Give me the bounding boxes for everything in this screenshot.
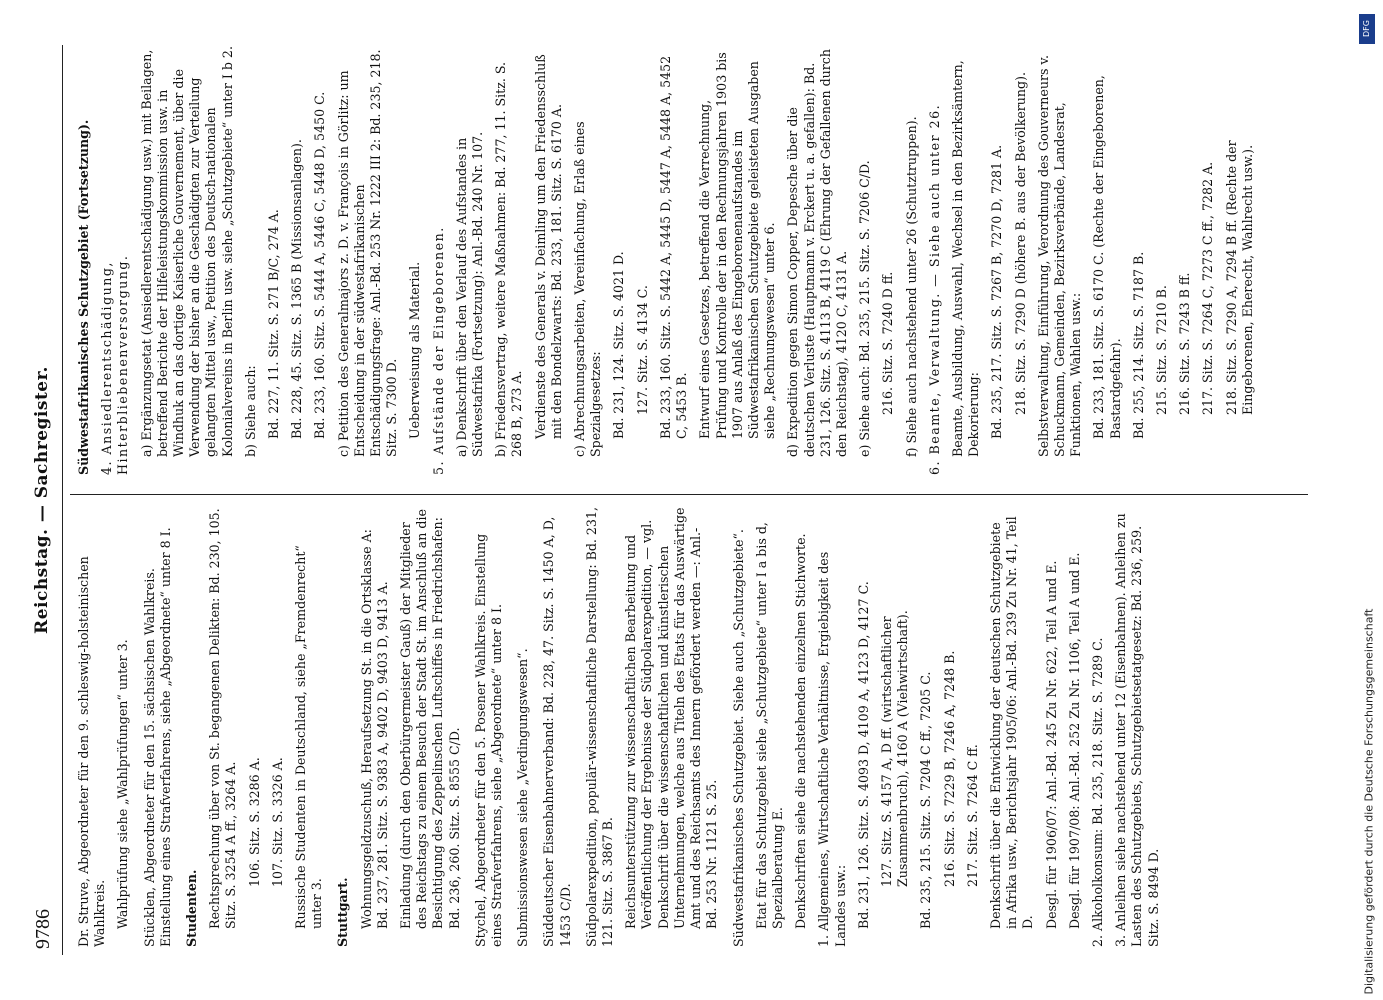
entry-stuttgart: Stuttgart. [335,877,351,947]
entry-sw-denkschrift: Denkschrift über die Entwicklung der deutschen Schutzgebiete in Afrika usw., Berichtsjahr 1905/06: Anl.-Bd. 239 Zu Nr. 41, Teil D. [987,516,1036,929]
entry-sw-4-b1: Bd. 227, 11. Sitz. S. 271 B/C, 274 A. [266,209,282,439]
page-header [22,45,63,955]
entry-sw-desgl-2: Desgl. für 1907/08: Anl.-Bd. 252 Zu Nr. 1106, Teil A und E. [1066,552,1082,929]
entry-stuttgart-sub2: Einladung (durch den Oberbürgermeister Gauß) der Mitglieder des Reichstags zu einem Besuch der Stadt St. im Anschluß an die Besichtigung des Zeppelinschen Luftschiffes in Friedrichshafen: Bd. 236, 260. Sitz. S. 8555 C/D. [398,509,462,929]
entry-sw-5-b: b) Friedensvertrag, weitere Maßnahmen: Bd. 277, 11. Sitz. S. 268 B, 273 A. [493,61,525,457]
entry-sw-4-c-note: Ueberweisung als Material. [407,261,423,439]
entry-sw-4-b: b) Siehe auch: [242,365,258,457]
dfg-logo: DFG [1359,14,1375,44]
entry-studenten-sub3: 107. Sitz. S. 3326 A. [269,757,285,887]
entry-sw-5-c2: 127. Sitz. S. 4134 C. [634,285,650,415]
entry-stuttgart-sub1: Wohnungsgeldzuschuß, Heraufsetzung St. in die Ortsklasse A: Bd. 237, 281. Sitz. S. 9383 A, 9402 D, 9403 D, 9413 A. [358,529,390,929]
entry-sw-6-b1: Bd. 235, 217. Sitz. S. 7267 B, 7270 D, 7281 A. [989,144,1005,439]
entry-sw-5-a: a) Denkschrift über den Verlauf des Aufstandes in Südwestafrika (Fortsetzung): Anl.-Bd. 240 Nr. 107. [453,131,486,457]
entry-sw-6: 6. Beamte, Verwaltung. — Siehe auch unter 26. [926,103,942,475]
entry-studenten-sub1: Rechtsprechung über von St. begangenen Delikten: Bd. 230, 105. Sitz. S. 3254 A ff., 3264 A. [207,508,239,929]
entry-sw-5-e2: 216. Sitz. S. 7240 D ff. [880,271,896,415]
entry-sw-desgl-1: Desgl. für 1906/07: Anl.-Bd. 245 Zu Nr. 622, Teil A und E. [1043,560,1059,929]
entry-sw-4-a: a) Ergänzungsetat (Ansiedlerentschädigung usw.) mit Beilagen, betreffend Berichte der Hilfeleistungskommission usw. in Windhuk an das dortige Kaiserliche Gouvernement, über die Verwendung der bisher an die Geschädigten zur Verteilung gelangten Mittel usw., Petition des Deutsch-nationalen Kolonialvereins in Berlin usw. siehe „Schutzgebiete“ unter I b 2. [138,46,235,457]
entry-sw-1-b: 127. Sitz. S. 4157 A, D ff. (wirtschaftlicher Zusammenbruch), 4160 A (Viehwirtschaft). [878,610,911,887]
entry-sw-5-f: f) Siehe auch nachstehend unter 26 (Schutztruppen). [903,116,919,457]
entry-sw-4: 4. Ansiedlerentschädigung, Hinterbliebenenversorgung. [99,254,131,475]
register-page [4,5,1324,995]
entry-struve-sub: Wahlprüfung siehe „Wahlprüfungen“ unter 3. [115,639,131,929]
entry-suedpolar-sub: Reichsunterstützung zur wissenschaftlichen Bearbeitung und Veröffentlichung der Ergebnisse der Südpolarexpedition, — vgl. Denkschrift über die wissenschaftlichen und künstlerischen Unternehmungen, welche aus Titeln des Etats für das Auswärtige Amt und des Reichsamts des Innern gefördert werden —: Anl.-Bd. 253 Nr. 1121 S. 25. [623,507,720,929]
dfg-credit-text: Digitalisierung gefördert durch die Deutsche Forschungsgemeinschaft [1362,608,1376,995]
entry-sw-1-a: Bd. 231, 126. Sitz. S. 4093 D, 4109 A, 4123 D, 4127 C. [855,581,871,929]
entry-sw-5-c: c) Abrechnungsarbeiten, Vereinfachung, Erlaß eines Spezialgesetzes: [572,121,604,457]
entry-studenten-sub4: Russische Studenten in Deutschland, siehe „Fremdenrecht“ unter 3. [293,545,325,929]
entry-sw-3: 3. Anleihen siehe nachstehend unter 12 (Eisenbahnen). Anleihen zu Lasten des Schutzgebiets, Schutzgebietsetatgesetz: Bd. 236, 259. Sitz. S. 8494 D. [1113,513,1161,947]
entry-sw-5-d: d) Expedition gegen Simon Copper, Depesche über die deutschen Verluste (Hauptmann v. Erckert u. a. gefallen): Bd. 231, 126. Sitz. S. 4113 B, 4119 C (Ehrung der Gefallenen durch den Reichstag), 4120 C, 4131 A. [785,49,849,457]
entry-submissionswesen: Submissionswesen siehe „Verdingungswesen“. [515,648,531,947]
page-title: Reichstag. — Sachregister. [32,366,52,634]
entry-suedpolarexpedition: Südpolarexpedition, populär-wissenschaftliche Darstellung: Bd. 231, 121. Sitz. S. 3867 B. [583,507,616,947]
entry-sw-5-c-entwurf: Entwurf eines Gesetzes, betreffend die Verrechnung, Prüfung und Kontrolle der in den Rechnungsjahren 1903 bis 1907 aus Anlaß des Eingeborenenaufstandes im Südwestafrikanischen Schutzgebiete geleisteten Ausgaben siehe „Rechnungswesen“ unter 6. [697,52,778,439]
entry-sw-6-s5: 217. Sitz. S. 7264 C, 7273 C ff., 7282 A. [1200,161,1216,415]
page-number: 9786 [32,909,54,949]
entry-sw-continued: Südwestafrikanisches Schutzgebiet (Fortsetzung). [76,119,91,475]
entry-sw-5-c3: Bd. 233, 160. Sitz. S. 5442 A, 5445 D, 5447 A, 5448 A, 5452 C, 5453 B. [657,55,690,439]
entry-struve: Dr. Struve, Abgeordneter für den 9. schleswig-holsteinischen Wahlkreis. [76,556,108,947]
entry-stuecklen: Stücklen, Abgeordneter für den 15. sächsischen Wahlkreis. Einstellung eines Strafverfahrens, siehe „Abgeordnete“ unter 8 I. [141,527,173,947]
entry-sw-1-d: 216. Sitz. S. 7229 B, 7246 A, 7248 B. [941,650,957,887]
entry-sw-1-c: Bd. 235, 215. Sitz. S. 7204 C ff., 7205 C. [918,671,934,929]
entry-sw-6-b2: 218. Sitz. S. 7290 D (höhere B. aus der Bevölkerung). [1012,71,1028,415]
entry-sw-5-b-sub: Verdienste des Generals v. Deimling um den Friedensschluß mit den Bondelzwarts: Bd. 233, 181. Sitz. S. 6170 A. [532,54,564,439]
entry-eisenbahnerverband: Süddeutscher Eisenbahnerverband: Bd. 228, 47. Sitz. S. 1450 A, D, 1453 C/D. [541,516,573,947]
entry-studenten-sub2: 106. Sitz. S. 3286 A. [246,757,262,887]
column-divider [70,494,1308,495]
entry-sw-6-s1: Bd. 233, 181. Sitz. S. 6170 C. (Rechte der Eingeborenen, Bastardgefahr). [1091,75,1123,439]
entry-sw-5: 5. Aufstände der Eingeborenen. [430,226,446,475]
entry-sw-etat: Etat für das Schutzgebiet siehe „Schutzgebiete“ unter I a bis d, Spezialberatung E. [753,522,785,929]
entry-sw-1-e: 217. Sitz. S. 7264 C ff. [964,744,980,887]
right-column [76,45,1314,475]
entry-sw-5-e: e) Siehe auch: Bd. 235, 215. Sitz. S. 7206 C/D. [857,160,873,457]
entry-stychel: Stychel, Abgeordneter für den 5. Posener Wahlkreis. Einstellung eines Strafverfahrens, siehe „Abgeordnete“ unter 8 I. [472,533,505,947]
entry-sw-denkschriften: Denkschriften siehe die nachstehenden einzelnen Stichworte. [793,533,809,929]
entry-sw-6-s3: 215. Sitz. S. 7210 B. [1153,285,1169,415]
entry-sw-2: 2. Alkoholkonsum: Bd. 235, 218. Sitz. S. 7289 C. [1089,637,1105,947]
entry-studenten: Studenten. [184,869,200,947]
dfg-stamp [1359,8,1377,998]
entry-sw-1: 1. Allgemeines, Wirtschaftliche Verhältnisse, Ergiebigkeit des Landes usw.: [816,551,848,947]
entry-sw-6-s6: 218. Sitz. S. 7290 A, 7294 B ff. (Rechte der Eingeborenen, Eherecht, Wahlrecht usw.). [1223,140,1255,415]
left-column [76,507,1314,947]
entry-sw-4-b3: Bd. 233, 160. Sitz. S. 5444 A, 5446 C, 5448 D, 5450 C. [312,91,328,439]
entry-sw-6-s2: Bd. 255, 214. Sitz. S. 7187 B. [1130,251,1146,439]
entry-sw-4-b2: Bd. 228, 45. Sitz. S. 1365 B (Missionsanlagen). [289,139,305,439]
entry-sw-6-s4: 216. Sitz. S. 7243 B ff. [1177,272,1193,415]
entry-suedwestafrika: Südwestafrikanisches Schutzgebiet. Siehe auch „Schutzgebiete“. [730,529,746,947]
entry-sw-4-c: c) Petition des Generalmajors z. D. v. François in Görlitz: um Entscheidung in der südwestafrikanischen Entschädigungsfrage: Anl.-Bd. 253 Nr. 1222 III 2: Bd. 235, 218. Sitz. S. 7300 D. [335,49,400,457]
entry-sw-5-c1: Bd. 231, 124. Sitz. S. 4021 D. [611,251,627,439]
entry-sw-6-selbstverwaltung: Selbstverwaltung, Einführung, Verordnung des Gouverneurs v. Schuckmann, Gemeinden, Bezirksverbände, Landesrat, Funktionen, Wahlen usw.: [1035,54,1084,457]
entry-sw-6-beamte: Beamte, Ausbildung, Auswahl, Wechsel in den Bezirksämtern, Dekorierung: [949,60,982,457]
